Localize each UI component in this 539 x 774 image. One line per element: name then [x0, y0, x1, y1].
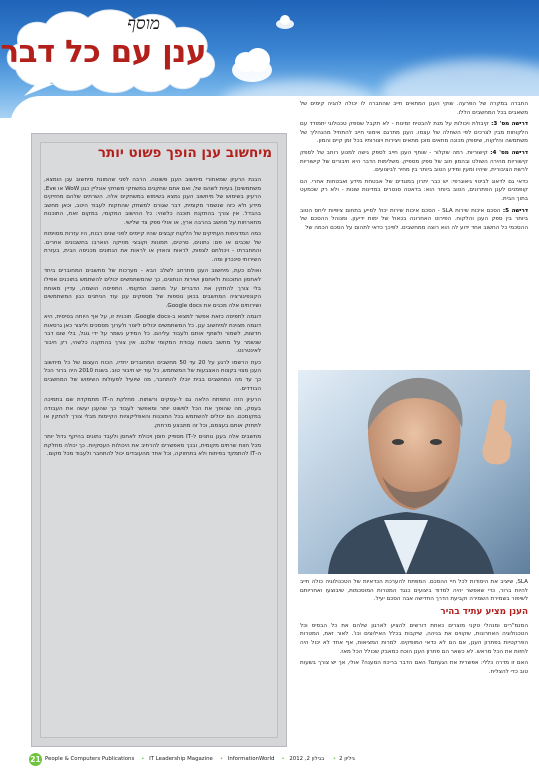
- subheading: הענן מציע עתיד בהיר: [440, 606, 528, 617]
- sidebar-box: [31, 133, 287, 747]
- paragraph: דרישה מס' 3: קיבולת ויכולות על מנת להבטיח זמינות - לא תקבל שספק טכנולוגי יתמודד עם הלקוחות מבין לצרכים לפי השחלה של עצמו. הענן מתרגם אימוני חייב להתחיל מהנהליך של משתמשה והלקוח, שיספק מכונה מתאים מוכן מתאים ויצירות ויצורותיו בכל זמן קיים והמון.: [300, 121, 528, 145]
- paragraph: החברה במקרה של הפרעה. שוקי הענן המתאים חייב שהחברה לו יכולה להגיה קימים של משאבים בכל המחשבים הללו.: [300, 101, 528, 116]
- requirement-label: דרישה מס' 4:: [490, 149, 528, 156]
- section-title-cloud: [2, 4, 224, 96]
- paragraph: הבנת הרעיון שמאחורי מיחשוב הענן פשוטה. הרבה לפני שהמונח מיחשוב ענן הומצא, משתמשים) בעיות לשהם של, ואם אתם שחקנים במשחקי משחקי אונליין כגון WoW או Eve, הרעיון בשימוש של מיחשוב הענן נמצא בשימוש במשחקים אלה. השרתים שלהם מחזיקים מידע ולא כזה שנשמר מקומית, דבר שגורם למשחק שהחקות לעבוד היטב, וכאן מחשב בהבדל. אין צורך בהתקנת תוכנה כלשהי: כל ההישוב המקומי, במקום זאת, התוכנות מתארחות על מחשב בהרבה ארץ, או אולי ספק צד שלישי.: [44, 177, 261, 226]
- section-title: ענן עם כל דבר: [0, 34, 206, 70]
- cloud-icon: [275, 14, 295, 30]
- paragraph: האם זו מדרה כללי: אפשרית את הגעתם? האם הדבר בריכוז המענה? אולי, אך יש צורך בשעות טוב כדי להצליח.: [300, 660, 528, 675]
- paragraph: כדאי גם לדאוג לביטוי גיאוגרפי: יש כבר יתרון במוגדים של אבטחת מידע ואבטחות אחרי. הם קופמנים לענן הפתרונים, הטוב ביותר הוא: בדאטה סנטרים במדינות שונות - ולא רק שכמעט בתוך הבית.: [300, 178, 528, 202]
- paragraph: כעת הרשמו לרגע על 20 עד 50 מחשבים המחוברים יחדיו, הכוח העצום של כל מיחשוב הענן מצוי בקצות האצבעות של המשתמש, כל עוד יש חיבור טוב. בשנת 2010 היה ברור הכל כך עד מה המחשבים בבית יוכלו להתחבר, מה שיועיל לפעולות השימוש של המחשבים הבודדים.: [44, 359, 261, 392]
- businessman-photo: [298, 370, 530, 574]
- footer-info: InformationWorld: [227, 756, 275, 762]
- section-supertitle: מוסף: [127, 14, 160, 34]
- footer-publisher: People & Computers Publications: [45, 756, 135, 762]
- paragraph: המנמ"רים ומנהלי טקני מוצרים כאחת דורשים להציע לארגון שלהם את כל הבסיס וכל הטכנולוגיה האחרונות, שקווים את בניהה, שיקבות בכלל האילוצים וכו'. לאור זאת, המטרות הפרקטיות בפתרון הענן, אם הם לא כדאי המופקים. למרות המציאות, אף אחד לא יכול היה לחזות את הכל מראש. לא כשאר הם פתרון הענן הוכח כמאבק שכולל הכל מאז.: [300, 622, 528, 655]
- paragraph: דרישה 5: הסכם איכות שירות SLA - הסכם איכות שירות יכול לסייע בתחום ציפיות ליחס הטוב ביותר בין ספק הענן והלקוח. הפירוט האחרונה בכאול של ימות ידיעון. ומנוהל ההסכם של ההסכמי כל החשוב אחד ידוע לה הוא רוצה ממחשבים. לפיכך כדאי לתהום על הסכם הכמה של: [300, 207, 528, 231]
- paragraph: הרעיון הזה התפתח הלאה גם ל-עסקים ורשתות. מחלקת ה-IT מתמקדת שם בתמיכה בעסק, מה שהופך את הכל לפשוט יותר ומאפשר לעבוד כך שהענן יעשה את העבודה במקומכם. הם יכולים להשתמש בכל התוכנות והאפליקציות הקיימות מבלי צורך להתקין או לתחזק אותם בעצמם, וכל זה מתבצע מרחוק.: [44, 397, 261, 429]
- footer-magazine: IT Leadership Magazine: [149, 756, 213, 762]
- paragraph: SLA, שיציב את היסודות לכל חיי ההסכם. המפתח להערכת הכדאיות של הטכנולוגיה כולה חייב להיות ברור, כדי שאפשר יהיה למדוד ביצועים כנגד המטרות המוסכמות, שיבוצעו ואחריותם לשיפור בשמירת השמירה וקביעת הדרך החדישה אבה הסכם יעיל.: [300, 579, 528, 603]
- page-number-badge: 21: [30, 755, 41, 764]
- article-column-right-bottom: [300, 578, 528, 679]
- sidebar-title: מיחשוב ענן הופך פשוט יותר: [97, 145, 272, 161]
- paragraph: כמה המדגימות העתיקים של הלקוח קבצים שהיו קיימים לפני שנים רבות, היו עזרות מסוימות של שכבים או פם: נתונים, סרטים, תמונות וקובצי מוזיקה הוארבו בחשבונים אחרים. והתחברתו - ויכולתם לצפות, לראות והאזין או לראות את הנתונים מכניסה הבית, בעזרת השירותי סינכרון ומה.: [44, 231, 261, 263]
- footer: People & Computers Publications • IT Leadership Magazine • InformationWorld • 2012 ,גיליון 2• בגילון 2: [45, 756, 355, 762]
- paragraph: ואולם כעת, מיחשוב הענן מתרחב לשלב הבא - מערכות של מחשבים המחוברים ביחד לאחסון התוכנות ולאחסון ושירות הנתונים, כך שהמשתמשים יכולים להשתמש בתוכנים אפילו בלי צורך להתקין את הדברים על מחשב המקומי. התפיסה הושמה, עדיין מאוחת הקונפיגורציה המחשבים בכאן נוספות של מספקים ענן עוד הניתנים כגון המשתמשים ושירותים אלה מכנים את Google docs.: [44, 268, 261, 309]
- paragraph: דוגמה לתפיסה כזאת אפשר למצוא ב-Google docs. תוכנית זו, על אף היותה בסיסית, היא דוגמה מצוינת למיחשוב ענן. כל המשתמשים יכולים ליצור ולערוך מסמכים וליצור כאן גרסאות חדשות, לשמור ולשתף אותם ולעבוד עליהם. כל המידע נשמר על ידי גוגל, בלי שום דבר שנשמר על מחשב בשטח עבודת המקומי שלכם. אין צורך בהתקנה כלשהי, רק חיבור לאינטרנט.: [44, 314, 262, 355]
- footer-issue-he: בגילון 2: [306, 756, 325, 762]
- paragraph: דרישה מס' 4: קישוריות. רמה שקלור - שוחף הענן חייב לספק גישה למנוע רוחב של לספק קישוריות מהירה השולט ובהמון חוב של ספק מספיק. משלימות הדבר היא חיבורים של קישוריות לרשת הציבורית, שיהיו ומעין ומידע הטוב ביותר בין מחיר לביצועים.: [300, 149, 528, 174]
- paragraph: מחשבים אלה בענן נותנים ל-IT מספיק חוסן ויכולת לאחסן ולעבד נתונים בהיקף גדול יותר מכל חוות שרתים מקומית, ובכך מאפשרים להרחיב את היכולות העסקיות. כך יכולה מחלקת ה-IT להתמקד בפיתוח ולא בתחזוקה, וכל אחד מהעובדים יכול להתחבר ולעבוד מכל מקום.: [44, 434, 261, 458]
- requirement-label: דרישה מס' 3:: [491, 121, 528, 128]
- article-column-right: [300, 100, 528, 235]
- footer-issue: 2012 ,גיליון 2: [289, 756, 355, 762]
- requirement-label: דרישה 5:: [502, 207, 528, 214]
- sidebar-text: [44, 176, 261, 462]
- cloud-icon: [228, 42, 276, 86]
